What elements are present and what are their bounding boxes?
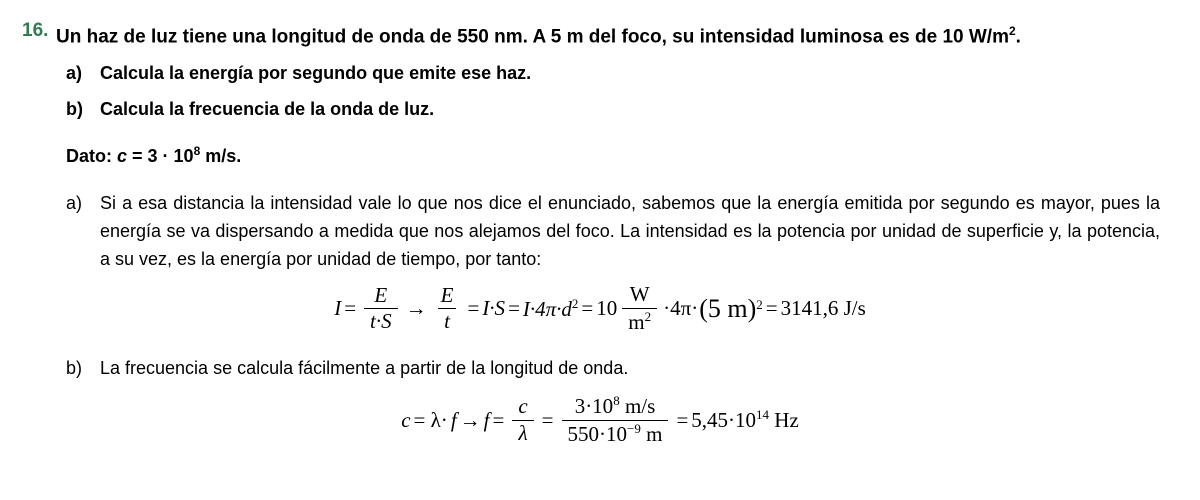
formula2-frac2-num-exponent: 8 xyxy=(613,393,620,409)
formula2-f2: f xyxy=(483,407,490,432)
formula1-eq2: = xyxy=(467,296,480,321)
formula2-eq1: = λ· xyxy=(413,407,448,432)
formula2-result-unit: Hz xyxy=(769,408,799,433)
formula1-result: 3141,6 J/s xyxy=(780,296,866,321)
question-header xyxy=(0,0,1200,50)
formula2-fraction-1 xyxy=(512,395,533,445)
formula2-frac2-numerator xyxy=(569,394,662,420)
formula1-eq1: = xyxy=(344,296,357,321)
question-statement-end: . xyxy=(1015,26,1021,48)
formula1-arrow: → xyxy=(405,296,427,321)
question-statement-text: Un haz de luz tiene una longitud de onda de 550 nm. A 5 m del foco, su intensidad luminosa es de 10 W/m xyxy=(56,26,1009,48)
question-statement xyxy=(56,18,1021,50)
formula-intensity xyxy=(0,283,1200,334)
formula2-eq4: = xyxy=(676,407,689,432)
solution-a xyxy=(0,169,1200,273)
formula2-f1: f xyxy=(450,407,457,432)
formula1-unit-fraction xyxy=(622,283,657,334)
formula2-fraction-2 xyxy=(562,394,669,446)
formula1-expr2-exponent: 2 xyxy=(571,295,579,311)
formula1-eq3: = xyxy=(508,296,520,321)
formula1-unit-den-text: m xyxy=(628,309,645,334)
question-part-a-text: Calcula la energía por segundo que emite ese haz. xyxy=(100,63,532,84)
formula2-arrow: → xyxy=(459,407,481,432)
formula2-frac1-denominator: λ xyxy=(512,420,533,446)
formula1-frac1-denominator: t·S xyxy=(364,308,398,334)
formula2-frac1-numerator: c xyxy=(518,394,528,419)
formula1-fraction-1 xyxy=(364,284,398,334)
question-statement-exponent: 2 xyxy=(1008,24,1016,38)
formula1-unit-den-exponent: 2 xyxy=(644,308,652,324)
formula1-paren-exponent: 2 xyxy=(756,296,763,312)
formula2-frac2-den-unit: m xyxy=(640,421,663,446)
formula2-eq3: = xyxy=(541,407,554,432)
formula1-value: 10 xyxy=(596,296,618,321)
formula2-frac2-den-exponent: −9 xyxy=(627,420,641,436)
solution-b xyxy=(0,334,1200,382)
data-line-equals: = 3 · 10 xyxy=(127,146,194,167)
formula2-frac2-denominator xyxy=(562,420,669,447)
question-part-b-text: Calcula la frecuencia de la onda de luz. xyxy=(100,99,435,120)
formula2-result-exponent: 14 xyxy=(756,407,770,423)
formula1-fraction-2 xyxy=(435,284,460,334)
question-part-a xyxy=(0,50,1200,86)
formula1-paren-group xyxy=(699,293,763,323)
formula1-eq4: = xyxy=(581,296,594,321)
formula1-expr2 xyxy=(523,296,579,322)
formula2-result xyxy=(691,407,799,433)
formula1-expr1: I·S xyxy=(482,296,506,321)
formula2-eq2: = xyxy=(492,407,505,432)
formula1-frac2-numerator: E xyxy=(440,282,454,307)
formula2-frac2-num-text: 3·10 xyxy=(574,394,614,419)
solution-b-text: La frecuencia se calcula fácilmente a partir de la longitud de onda. xyxy=(100,358,629,379)
data-line-units: m/s. xyxy=(200,146,242,167)
formula-frequency xyxy=(0,394,1200,446)
formula1-I: I xyxy=(334,296,342,321)
formula1-unit-numerator: W xyxy=(629,282,650,307)
question-part-b xyxy=(0,86,1200,122)
formula2-frac2-den-text: 550·10 xyxy=(567,421,628,446)
question-part-a-label: a) xyxy=(66,63,83,84)
data-line-symbol: c xyxy=(117,146,128,167)
formula1-paren: (5 m) xyxy=(699,293,757,323)
formula2-result-text: 5,45·10 xyxy=(691,408,757,433)
solution-a-text: Si a esa distancia la intensidad vale lo que nos dice el enunciado, sabemos que la energía emitida por segundo es mayor, pues la energía se va dispersando a medida que nos alejamos del foco. La intensidad es la potencia por unidad de superficie y, la potencia, a su vez, es la energía por unidad de tiempo, por tanto: xyxy=(100,193,1160,270)
formula1-mult: ·4π· xyxy=(663,296,699,321)
solution-a-label: a) xyxy=(66,193,83,214)
formula2-frac2-num-unit: m/s xyxy=(619,394,656,419)
formula1-frac2-denominator: t xyxy=(438,308,456,334)
formula2-c: c xyxy=(401,407,411,432)
data-line xyxy=(0,122,1200,169)
formula1-eq5: = xyxy=(765,296,778,321)
data-line-prefix: Dato: xyxy=(66,146,117,167)
question-part-b-label: b) xyxy=(66,99,83,120)
data-line-exponent: 8 xyxy=(193,144,201,159)
formula1-expr2-text: I·4π·d xyxy=(522,296,572,321)
solution-b-label: b) xyxy=(66,358,83,379)
formula1-frac1-numerator: E xyxy=(374,282,388,307)
formula1-unit-denominator xyxy=(622,308,657,335)
question-number: 16. xyxy=(22,20,49,41)
